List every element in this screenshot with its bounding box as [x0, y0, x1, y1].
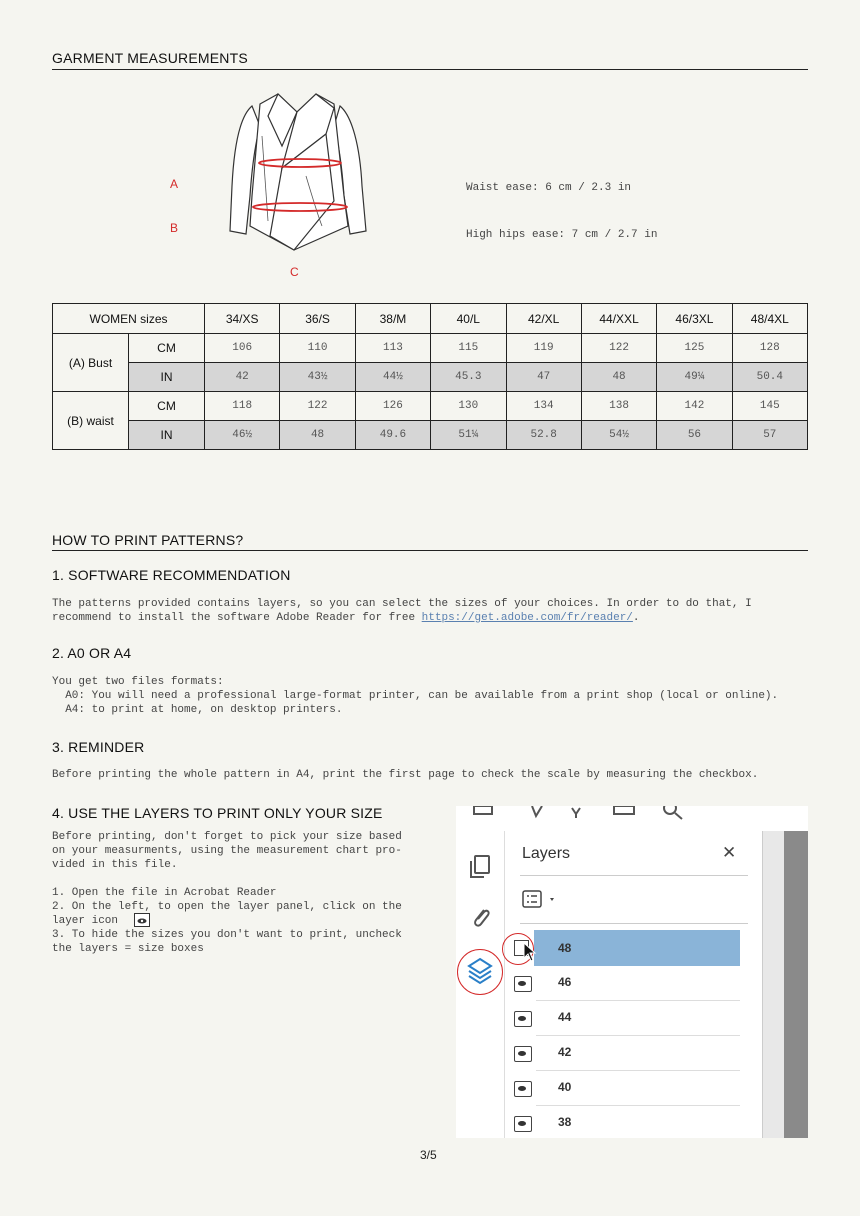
- rail-divider: [504, 831, 505, 1138]
- table-cell: 52.8: [506, 421, 581, 450]
- table-cell: 50.4: [732, 363, 807, 392]
- layers-panel-title: Layers: [522, 845, 571, 862]
- s4-title: 4. USE THE LAYERS TO PRINT ONLY YOUR SIZE: [52, 805, 383, 821]
- layer-row[interactable]: [536, 1036, 740, 1071]
- unit-label: IN: [129, 421, 205, 450]
- hips-ease: High hips ease: 7 cm / 2.7 in: [466, 229, 658, 241]
- size-header: 48/4XL: [732, 304, 807, 334]
- toolbar-icons: [470, 806, 710, 824]
- table-cell: 106: [205, 334, 280, 363]
- size-header: 44/XXL: [581, 304, 656, 334]
- table-cell: 45.3: [431, 363, 506, 392]
- layer-label: 40: [558, 1080, 572, 1094]
- label-b: B: [170, 221, 179, 235]
- attachment-icon[interactable]: [468, 904, 492, 930]
- table-cell: 49¼: [657, 363, 732, 392]
- s1-line1: The patterns provided contains layers, so you can select the sizes of your choices. In order to do that, I: [52, 598, 752, 610]
- layer-row[interactable]: [536, 1001, 740, 1036]
- s3-title: 3. REMINDER: [52, 739, 145, 755]
- close-icon[interactable]: ✕: [722, 843, 737, 862]
- layer-row[interactable]: [536, 932, 740, 966]
- unit-label: IN: [129, 363, 205, 392]
- label-c: C: [290, 265, 299, 279]
- table-cell: 122: [581, 334, 656, 363]
- eye-icon[interactable]: [514, 1081, 532, 1097]
- garment-title: GARMENT MEASUREMENTS: [52, 50, 248, 66]
- size-header: 34/XS: [205, 304, 280, 334]
- table-cell: 138: [581, 392, 656, 421]
- table-cell: 49.6: [355, 421, 430, 450]
- waist-ease: Waist ease: 6 cm / 2.3 in: [466, 182, 632, 194]
- garment-title-rule: [52, 69, 808, 70]
- howto-title-rule: [52, 550, 808, 551]
- s4-l7: 3. To hide the sizes you don't want to print, uncheck: [52, 929, 402, 941]
- panel-divider: [520, 875, 748, 876]
- s4-l5: 2. On the left, to open the layer panel, click on the: [52, 901, 402, 913]
- layer-label: 48: [558, 941, 572, 955]
- eye-icon[interactable]: [514, 1116, 532, 1132]
- unit-label: CM: [129, 392, 205, 421]
- eye-icon[interactable]: [514, 1011, 532, 1027]
- s2-line2: A0: You will need a professional large-format printer, can be available from a print shop (local or online).: [52, 690, 779, 702]
- layer-label: 44: [558, 1010, 572, 1024]
- table-cell: 119: [506, 334, 581, 363]
- table-cell: 115: [431, 334, 506, 363]
- s2-line1: You get two files formats:: [52, 676, 224, 688]
- s4-l2: on your measurments, using the measurement chart pro-: [52, 845, 402, 857]
- table-cell: 47: [506, 363, 581, 392]
- table-cell: 42: [205, 363, 280, 392]
- cursor-icon: [523, 942, 537, 962]
- layer-label: 46: [558, 975, 572, 989]
- size-header: 38/M: [355, 304, 430, 334]
- table-cell: 48: [581, 363, 656, 392]
- s2-line3: A4: to print at home, on desktop printers.: [52, 704, 343, 716]
- howto-title: HOW TO PRINT PATTERNS?: [52, 532, 244, 548]
- table-cell: 51¼: [431, 421, 506, 450]
- size-header: 36/S: [280, 304, 355, 334]
- table-corner: WOMEN sizes: [53, 304, 205, 334]
- table-row: [53, 334, 808, 363]
- panel-edge: [762, 831, 785, 1138]
- s4-l4: 1. Open the file in Acrobat Reader: [52, 887, 277, 899]
- table-header-row: [53, 304, 808, 334]
- table-cell: 130: [431, 392, 506, 421]
- table-row: [53, 363, 808, 392]
- layer-row[interactable]: [536, 1071, 740, 1106]
- s4-l6: layer icon: [52, 915, 119, 927]
- group-label: (A) Bust: [53, 334, 129, 392]
- table-cell: 57: [732, 421, 807, 450]
- pages-icon[interactable]: [468, 854, 492, 880]
- s3-line1: Before printing the whole pattern in A4, print the first page to check the scale by measuring the checkbox.: [52, 769, 759, 781]
- eye-icon[interactable]: [514, 1046, 532, 1062]
- unit-label: CM: [129, 334, 205, 363]
- layer-label: 38: [558, 1115, 572, 1129]
- size-header: 40/L: [431, 304, 506, 334]
- size-header: 42/XL: [506, 304, 581, 334]
- layer-label: 42: [558, 1045, 572, 1059]
- table-cell: 46½: [205, 421, 280, 450]
- s1-title: 1. SOFTWARE RECOMMENDATION: [52, 567, 291, 583]
- table-row: [53, 421, 808, 450]
- panel-divider-2: [520, 923, 748, 924]
- page-number: 3/5: [420, 1148, 437, 1162]
- size-header: 46/3XL: [657, 304, 732, 334]
- table-cell: 122: [280, 392, 355, 421]
- table-cell: 134: [506, 392, 581, 421]
- adobe-reader-link[interactable]: https://get.adobe.com/fr/reader/: [421, 612, 633, 624]
- table-cell: 44½: [355, 363, 430, 392]
- s1-line2: [52, 611, 640, 625]
- label-a: A: [170, 177, 179, 191]
- s1-line2-text: recommend to install the software Adobe Reader for free: [52, 612, 422, 624]
- table-cell: 48: [280, 421, 355, 450]
- table-cell: 118: [205, 392, 280, 421]
- s4-l3: vided in this file.: [52, 859, 178, 871]
- table-cell: 128: [732, 334, 807, 363]
- table-cell: 56: [657, 421, 732, 450]
- group-label: (B) waist: [53, 392, 129, 450]
- layer-row[interactable]: [536, 966, 740, 1001]
- options-menu-icon[interactable]: [522, 890, 562, 910]
- document-scroll-area[interactable]: [784, 831, 808, 1138]
- s1-line2-end: .: [632, 612, 640, 624]
- table-cell: 110: [280, 334, 355, 363]
- table-row: [53, 392, 808, 421]
- table-cell: 43½: [280, 363, 355, 392]
- layer-row[interactable]: [536, 1106, 740, 1138]
- s4-l1: Before printing, don't forget to pick your size based: [52, 831, 402, 843]
- table-cell: 126: [355, 392, 430, 421]
- table-cell: 145: [732, 392, 807, 421]
- acrobat-layers-screenshot: [456, 806, 808, 1138]
- size-table: [52, 303, 808, 450]
- jacket-illustration: [222, 86, 372, 256]
- s2-title: 2. A0 OR A4: [52, 645, 132, 661]
- table-cell: 142: [657, 392, 732, 421]
- s4-l8: the layers = size boxes: [52, 943, 204, 955]
- layer-eye-icon: [134, 913, 150, 927]
- table-cell: 125: [657, 334, 732, 363]
- layers-icon[interactable]: [466, 956, 494, 986]
- table-cell: 113: [355, 334, 430, 363]
- eye-icon[interactable]: [514, 976, 532, 992]
- table-cell: 54½: [581, 421, 656, 450]
